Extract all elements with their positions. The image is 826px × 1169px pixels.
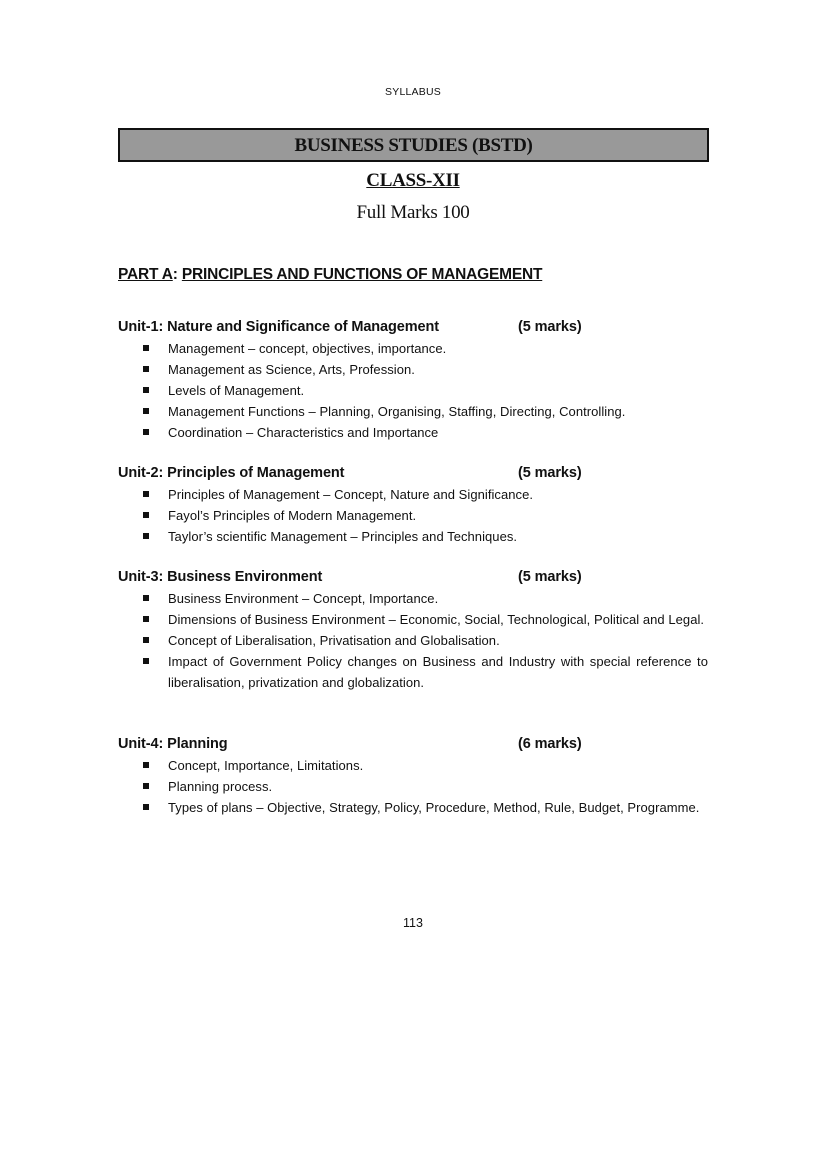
unit-section bbox=[118, 317, 708, 443]
bullet-icon bbox=[143, 491, 149, 497]
unit-marks: (5 marks) bbox=[518, 319, 582, 335]
unit-marks: (5 marks) bbox=[518, 465, 582, 481]
list-item bbox=[118, 588, 708, 609]
list-item bbox=[118, 401, 708, 422]
list-item bbox=[118, 630, 708, 651]
list-item bbox=[118, 380, 708, 401]
bullet-icon bbox=[143, 762, 149, 768]
topic-text: Planning process. bbox=[168, 779, 273, 794]
class-heading: CLASS-XII bbox=[366, 170, 460, 191]
part-title: PRINCIPLES AND FUNCTIONS OF MANAGEMENT bbox=[181, 266, 543, 283]
bullet-icon bbox=[143, 595, 149, 601]
bullet-icon bbox=[143, 783, 149, 789]
topic-text: Types of plans – Objective, Strategy, Policy, Procedure, Method, Rule, Budget, Programme. bbox=[168, 800, 700, 815]
topic-list bbox=[118, 484, 708, 547]
unit-heading bbox=[118, 734, 708, 755]
unit-heading bbox=[118, 463, 708, 484]
topic-text: Dimensions of Business Environment – Economic, Social, Technological, Political and Legal. bbox=[168, 612, 705, 627]
list-item bbox=[118, 755, 708, 776]
list-item bbox=[118, 776, 708, 797]
list-item bbox=[118, 609, 708, 630]
list-item bbox=[118, 797, 708, 818]
unit-marks: (6 marks) bbox=[518, 736, 582, 752]
bullet-icon bbox=[143, 366, 149, 372]
bullet-icon bbox=[143, 387, 149, 393]
unit-section bbox=[118, 734, 708, 818]
bullet-icon bbox=[143, 533, 149, 539]
list-item bbox=[118, 484, 708, 505]
unit-title: Unit-1: Nature and Significance of Management bbox=[118, 319, 439, 335]
topic-text: Levels of Management. bbox=[168, 383, 305, 398]
unit-title: Unit-3: Business Environment bbox=[118, 569, 323, 585]
part-separator: : bbox=[172, 266, 182, 283]
topic-text: Management – concept, objectives, importance. bbox=[168, 341, 447, 356]
list-item bbox=[118, 651, 708, 693]
unit-heading bbox=[118, 317, 708, 338]
topic-text: Management Functions – Planning, Organising, Staffing, Directing, Controlling. bbox=[168, 404, 626, 419]
running-header: SYLLABUS bbox=[385, 86, 441, 98]
bullet-icon bbox=[143, 637, 149, 643]
unit-section bbox=[118, 463, 708, 547]
bullet-icon bbox=[143, 658, 149, 664]
full-marks: Full Marks 100 bbox=[356, 202, 470, 223]
bullet-icon bbox=[143, 408, 149, 414]
topic-text: Impact of Government Policy changes on Business and Industry with special reference to liberalisation, privatization and globalization. bbox=[168, 654, 708, 690]
part-label: PART A bbox=[118, 266, 173, 283]
bullet-icon bbox=[143, 512, 149, 518]
topic-list bbox=[118, 338, 708, 443]
topic-list bbox=[118, 588, 708, 693]
topic-text: Management as Science, Arts, Profession. bbox=[168, 362, 415, 377]
list-item bbox=[118, 359, 708, 380]
unit-section bbox=[118, 567, 708, 693]
unit-heading bbox=[118, 567, 708, 588]
topic-list bbox=[118, 755, 708, 818]
unit-title: Unit-2: Principles of Management bbox=[118, 465, 345, 481]
bullet-icon bbox=[143, 345, 149, 351]
bullet-icon bbox=[143, 616, 149, 622]
bullet-icon bbox=[143, 804, 149, 810]
topic-text: Taylor’s scientific Management – Principles and Techniques. bbox=[168, 529, 518, 544]
list-item bbox=[118, 338, 708, 359]
topic-text: Concept, Importance, Limitations. bbox=[168, 758, 364, 773]
bullet-icon bbox=[143, 429, 149, 435]
unit-title: Unit-4: Planning bbox=[118, 736, 228, 752]
topic-text: Coordination – Characteristics and Importance bbox=[168, 425, 439, 440]
topic-text: Business Environment – Concept, Importance. bbox=[168, 591, 439, 606]
topic-text: Concept of Liberalisation, Privatisation and Globalisation. bbox=[168, 633, 500, 648]
unit-marks: (5 marks) bbox=[518, 569, 582, 585]
list-item bbox=[118, 505, 708, 526]
topic-text: Principles of Management – Concept, Nature and Significance. bbox=[168, 487, 534, 502]
list-item bbox=[118, 422, 708, 443]
subject-title-box: BUSINESS STUDIES (BSTD) bbox=[118, 128, 709, 162]
list-item bbox=[118, 526, 708, 547]
part-heading bbox=[118, 266, 542, 284]
topic-text: Fayol’s Principles of Modern Management. bbox=[168, 508, 417, 523]
page-number: 113 bbox=[403, 916, 423, 930]
